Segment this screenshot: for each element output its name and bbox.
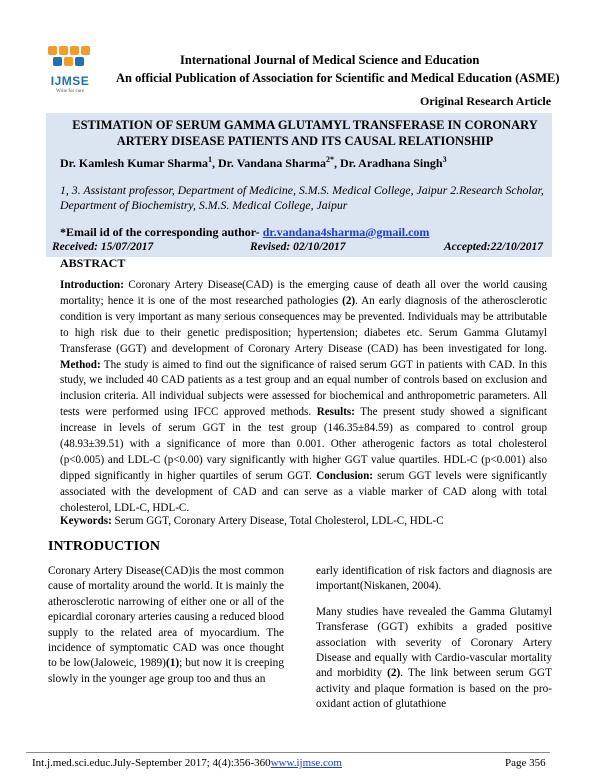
page-number: Page 356 bbox=[505, 757, 546, 769]
author-sup: 1 bbox=[208, 155, 213, 164]
intro-right-column: early identification of risk factors and diagnosis are important(Niskanen, 2004). Many studies have revealed the Gamma Glutamyl Transferase (GGT) exhibits a graded positive association with severity of Coronary Artery Disease and equally with Cardio-vascular mortality and morbidity (2). The link between serum GGT activity and plaque formation is based on the pro-oxidant action of glutathione bbox=[316, 565, 552, 711]
citation-text: Int.j.med.sci.educ.July-September 2017; 4(4):356-360 bbox=[32, 757, 271, 769]
author-name: Dr. Vandana Sharma bbox=[218, 156, 326, 170]
received-date: Received: 15/07/2017 bbox=[52, 241, 154, 253]
intro-left-column: Coronary Artery Disease(CAD)is the most common cause of mortality around the world. It is mainly the atherosclerotic narrowing of either one or all of the epicardial coronary arteries causing a reduced blood supply to the related area of myocardium. The incidence of symptomatic CAD was once thought to be low(Jaloweic, 1989)(1); but now it is creeping slowly in the younger age group too and thus an bbox=[48, 565, 284, 685]
email-label: *Email id of the corresponding author- bbox=[60, 225, 260, 239]
article-title: ESTIMATION OF SERUM GAMMA GLUTAMYL TRANSFERASE IN CORONARY ARTERY DISEASE PATIENTS AND ITS CAUSAL RELATIONSHIP bbox=[72, 118, 538, 148]
keywords-text: Serum GGT, Coronary Artery Disease, Total Cholesterol, LDL-C, HDL-C bbox=[111, 515, 444, 527]
publisher-line: An official Publication of Association for Scientific and Medical Education (ASME) bbox=[116, 71, 560, 85]
author-name: Dr. Kamlesh Kumar Sharma bbox=[60, 156, 209, 170]
abstract-body: Introduction: Coronary Artery Disease(CAD) is the emerging cause of death all over the world causing mortality; hence it is one of the most researched pathologies (2). An early diagnosis of the atherosclerotic condition is very important as many serious consequences may be prevented. Individuals may be attributable to high risk due to their genetic predisposition; hypertension; diabetes etc. Serum Gamma Glutamyl Transferase (GGT) and development of Coronary Artery Disease (CAD) has been investigated for long. Method: The study is aimed to find out the significance of raised serum GGT in patients with CAD. In this study, we included 40 CAD patients as a test group and an equal number of controls based on exclusion and inclusion criteria. All individual subjects were assessed for biochemical and anthropometric parameters. All tests were performed using IFCC approved methods. Results: The present study showed a significant increase in levels of serum GGT in the test group (146.35±84.59) as compared to control group (48.93±39.51) with a significance of more than 0.001. Other atherogenic factors as total cholesterol (p<0.005) and LDL-C (p<0.00) vary significantly with higher GGT value quartiles. HDL-C (p<0.001) also dipped significantly in higher quartiles of serum GGT. Conclusion: serum GGT levels were significantly associated with the development of CAD and can serve as a viable marker of CAD along with total cholesterol, LDL-C, HDL-C. bbox=[60, 279, 547, 514]
revised-date: Revised: 02/10/2017 bbox=[250, 241, 346, 253]
logo-text: IJMSE bbox=[50, 74, 90, 88]
abstract-heading: ABSTRACT bbox=[60, 256, 126, 270]
footer-url-link[interactable]: www.ijmse.com bbox=[270, 757, 342, 769]
introduction-heading: INTRODUCTION bbox=[48, 539, 161, 554]
keywords-label: Keywords: bbox=[60, 515, 112, 527]
footer-citation bbox=[32, 757, 342, 769]
footer-rule bbox=[26, 752, 550, 753]
article-type: Original Research Article bbox=[420, 94, 552, 108]
author-name: Dr. Aradhana Singh bbox=[339, 156, 443, 170]
author-sup: 2* bbox=[325, 155, 334, 164]
keywords bbox=[60, 515, 444, 527]
logo-tagline: Write for cure bbox=[55, 89, 85, 94]
email-link[interactable]: dr.vandana4sharma@gmail.com bbox=[262, 225, 430, 239]
corresponding-email bbox=[60, 225, 429, 240]
accepted-date: Accepted:22/10/2017 bbox=[444, 241, 544, 253]
author-sup: 3 bbox=[442, 155, 447, 164]
affiliation: 1, 3. Assistant professor, Department of Medicine, S.M.S. Medical College, Jaipur 2.Research Scholar, Department of Biochemistry, S.M.S. Medical College, Jaipur bbox=[60, 183, 544, 212]
journal-logo bbox=[44, 46, 96, 98]
author-list: Dr. Kamlesh Kumar Sharma$^1$, Dr. Vandana Sharma$^{2*}$, Dr. Aradhana Singh$^3$ bbox=[60, 155, 447, 170]
journal-name: International Journal of Medical Science and Education bbox=[180, 53, 480, 67]
